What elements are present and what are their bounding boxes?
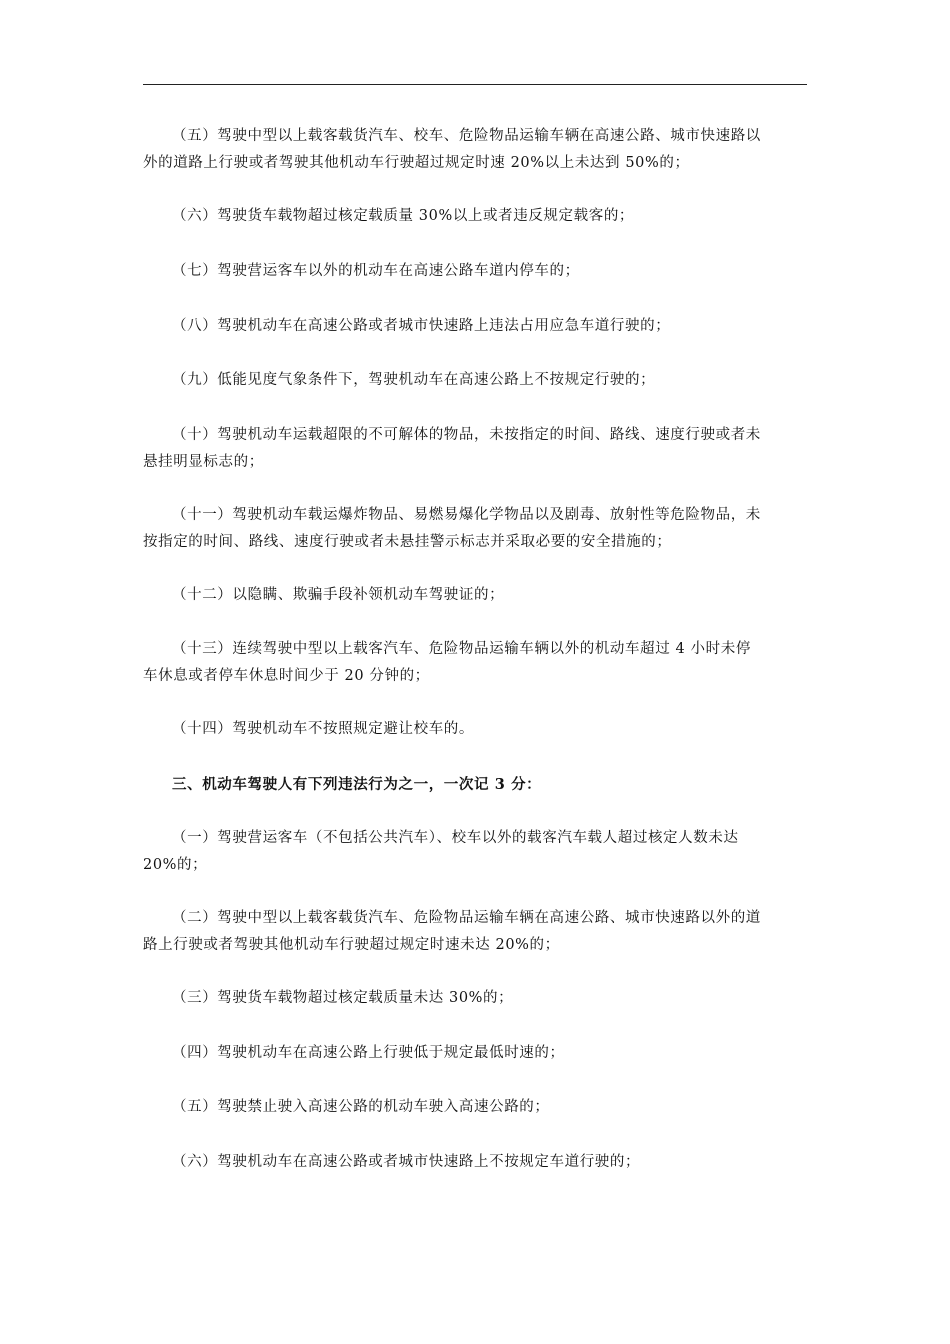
paragraph-line: （十二）以隐瞒、欺骗手段补领机动车驾驶证的； (172, 587, 505, 603)
paragraph-item-14 (143, 716, 807, 743)
section-heading-3 (143, 771, 807, 798)
paragraph-item-11 (143, 502, 807, 556)
paragraph-line: （二）驾驶中型以上载客载货汽车、危险物品运输车辆在高速公路、城市快速路以外的道 (172, 910, 761, 926)
paragraph-line: （八）驾驶机动车在高速公路或者城市快速路上违法占用应急车道行驶的； (172, 318, 671, 334)
paragraph-line: 车休息或者停车休息时间少于 20 分钟的； (143, 668, 430, 684)
paragraph-line: 外的道路上行驶或者驾驶其他机动车行驶超过规定时速 20%以上未达到 50%的； (143, 155, 690, 171)
paragraph-item-13 (143, 636, 807, 690)
paragraph-line: （六）驾驶机动车在高速公路或者城市快速路上不按规定车道行驶的； (172, 1154, 641, 1170)
heading-line: 三、机动车驾驶人有下列违法行为之一，一次记 3 分： (172, 776, 542, 793)
paragraph-line: （四）驾驶机动车在高速公路上行驶低于规定最低时速的； (172, 1045, 565, 1061)
paragraph-line: （十四）驾驶机动车不按照规定避让校车的。 (172, 721, 474, 737)
paragraph-item-1 (143, 825, 807, 879)
paragraph-item-2 (143, 905, 807, 959)
paragraph-item-6 (143, 203, 807, 230)
paragraph-item-3 (143, 985, 807, 1012)
paragraph-line: （九）低能见度气象条件下，驾驶机动车在高速公路上不按规定行驶的； (172, 372, 656, 388)
paragraph-line: （十三）连续驾驶中型以上载客汽车、危险物品运输车辆以外的机动车超过 4 小时未停 (172, 641, 751, 657)
paragraph-item-7 (143, 258, 807, 285)
paragraph-item-4 (143, 1040, 807, 1067)
paragraph-line: （十）驾驶机动车运载超限的不可解体的物品，未按指定的时间、路线、速度行驶或者未 (172, 427, 761, 443)
paragraph-line: （十一）驾驶机动车载运爆炸物品、易燃易爆化学物品以及剧毒、放射性等危险物品，未 (172, 507, 761, 523)
paragraph-line: 按指定的时间、路线、速度行驶或者未悬挂警示标志并采取必要的安全措施的； (143, 534, 672, 550)
paragraph-item-8 (143, 313, 807, 340)
paragraph-line: 20%的； (143, 857, 208, 873)
paragraph-line: （三）驾驶货车载物超过核定载质量未达 30%的； (172, 990, 514, 1006)
paragraph-line: （五）驾驶禁止驶入高速公路的机动车驶入高速公路的； (172, 1099, 550, 1115)
paragraph-item-9 (143, 367, 807, 394)
paragraph-line: 悬挂明显标志的； (143, 454, 264, 470)
paragraph-line: 路上行驶或者驾驶其他机动车行驶超过规定时速未达 20%的； (143, 937, 560, 953)
paragraph-line: （一）驾驶营运客车（不包括公共汽车）、校车以外的载客汽车载人超过核定人数未达 (172, 830, 739, 846)
paragraph-line: （七）驾驶营运客车以外的机动车在高速公路车道内停车的； (172, 263, 580, 279)
paragraph-item-5b (143, 1094, 807, 1121)
paragraph-line: （六）驾驶货车载物超过核定载质量 30%以上或者违反规定载客的； (172, 208, 635, 224)
header-rule (143, 84, 807, 85)
paragraph-item-6b (143, 1149, 807, 1176)
paragraph-item-12 (143, 582, 807, 609)
paragraph-line: （五）驾驶中型以上载客载货汽车、校车、危险物品运输车辆在高速公路、城市快速路以 (172, 128, 761, 144)
paragraph-item-10 (143, 422, 807, 476)
paragraph-item-5 (143, 123, 807, 177)
